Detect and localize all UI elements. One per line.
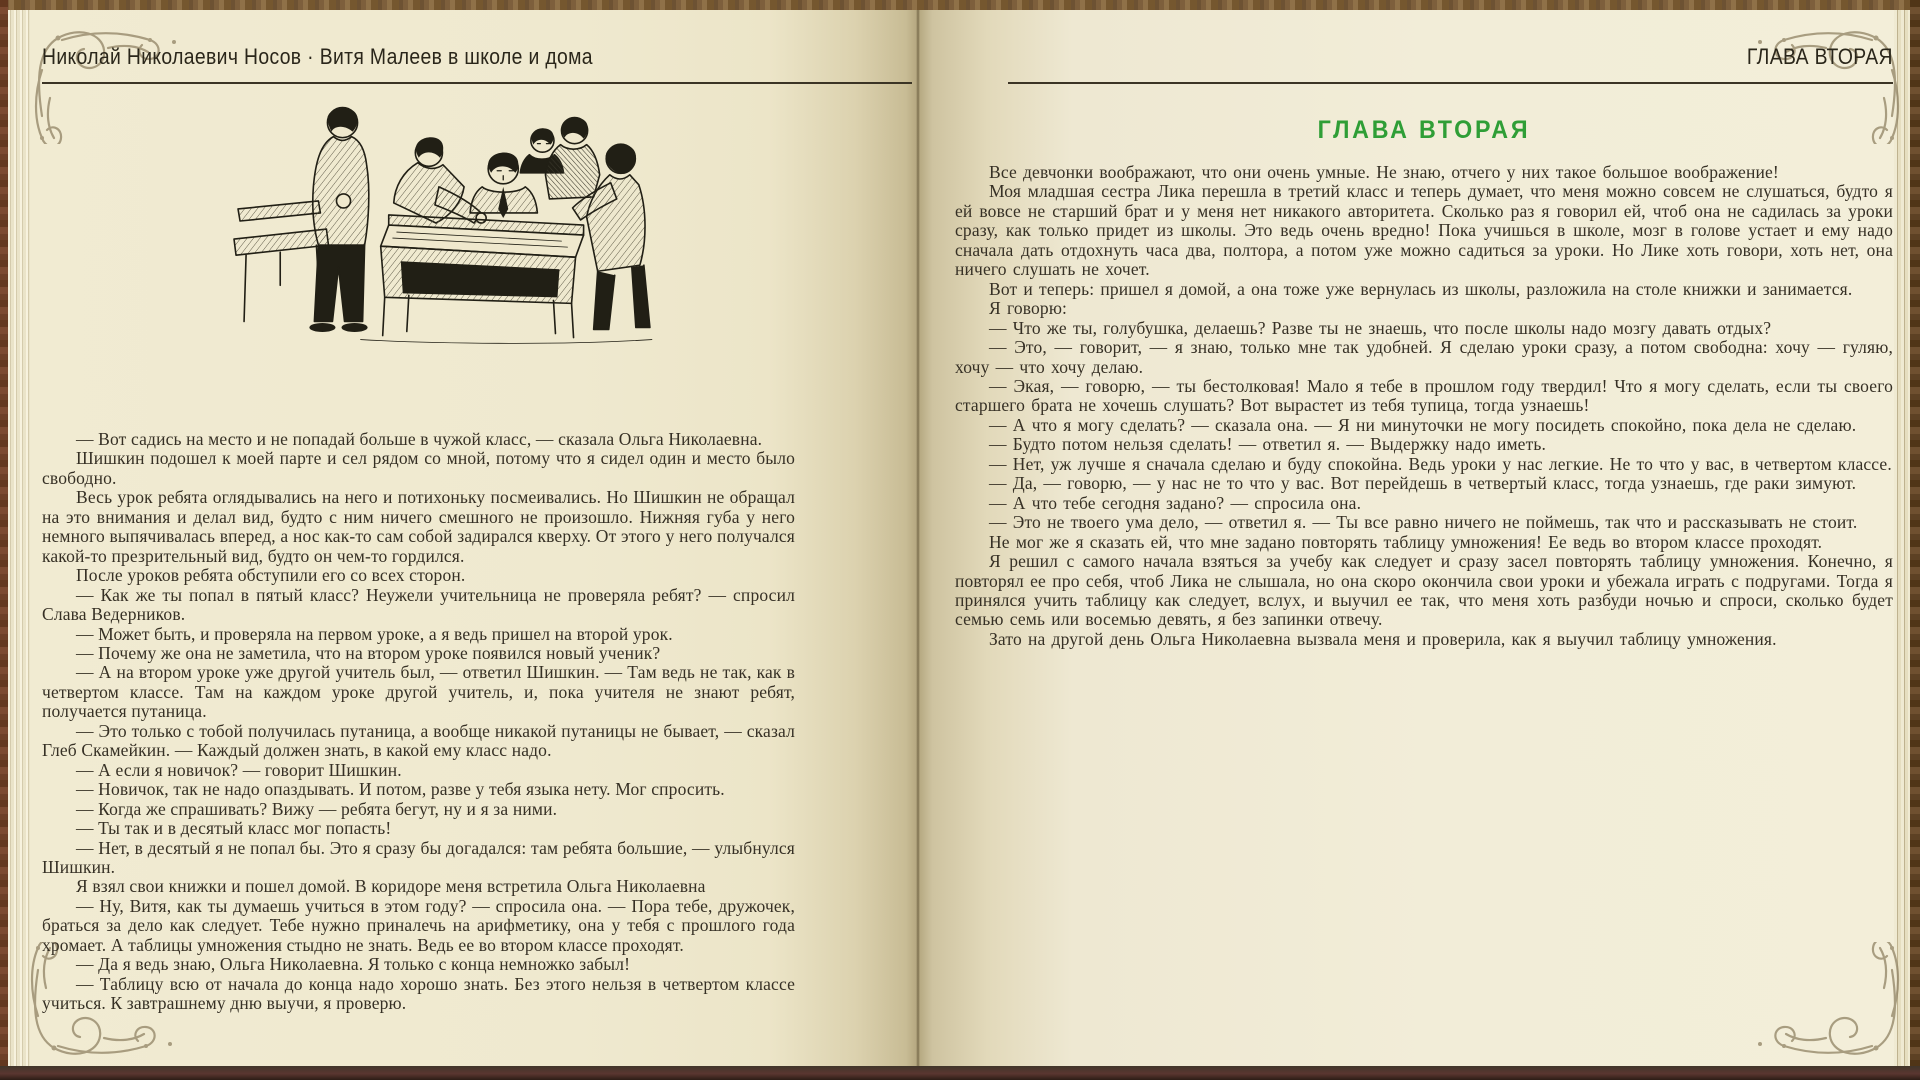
book-spread [8,10,1910,1066]
page-right-text[interactable] [955,163,1893,649]
page-left-text[interactable] [42,430,795,1014]
paragraph: Зато на другой день Ольга Николаевна вызвала меня и проверила, как я выучил таблицу умножения. [989,628,1777,649]
wood-frame-bottom [0,1066,1920,1080]
paragraph: — Будто потом нельзя сделать! — ответил я. — Выдержку надо иметь. [989,434,1547,455]
paragraph: — Может быть, и проверяла на первом уроке, а я ведь пришел на второй урок. [76,623,673,644]
header-rule-right [1008,82,1893,84]
page-stack-edges-left [8,10,30,1066]
wood-frame-right [1910,0,1920,1080]
paragraph: — Это только с тобой получилась путаница, а вообще никакой путаницы не бывает, — сказал Глеб Скамейкин. — Каждый должен знать, в какой ему класс надо. [42,720,795,761]
book-fold [916,10,920,1066]
paragraph: — Таблицу всю от начала до конца надо хорошо знать. Без этого нельзя в четвертом классе учиться. К завтрашнему дню выучи, я проверю. [42,973,795,1014]
paragraph: — Это не твоего ума дело, — ответил я. — Ты все равно ничего не поймешь, так что и рассказывать не стоит. [989,512,1858,533]
corner-flourish-icon [1756,942,1906,1060]
paragraph: Я говорю: [989,298,1068,319]
illustration-boys-at-desk [230,88,672,350]
paragraph: — Ну, Витя, как ты думаешь учиться в этом году? — спросила она. — Пора тебе, дружочек, браться за дело как следует. Тебе нужно приналечь на арифметику, она у тебя с прошлого года хромает. А таблицы умножения стыдно не знать. Ведь ее во втором классе проходят. [42,895,795,955]
paragraph: — А если я новичок? — говорит Шишкин. [76,759,402,780]
illustration-boys-at-desk-svg [230,88,672,350]
paragraph: — А на втором уроке уже другой учитель был, — ответил Шишкин. — Там ведь не так, как в четвертом классе. Там на каждом уроке другой учитель, и, пока учителя не знают ребят, получается путаница. [42,662,795,722]
paragraph: Я решил с самого начала взяться за учебу как следует и сразу засел повторять таблицу умножения. Конечно, я повторял ее про себя, чтоб Лика не слышала, но она скоро окончила свои уроки и убежала играть с подругами. Тогда я принялся учить таблицу как следует, вслух, и выучил ее так, что меня хоть разбуди ночью и спроси, сколько будет семью семь или восемью девять, я без запинки отвечу. [955,551,1893,630]
header-rule-left [42,82,912,84]
paragraph: — Да я ведь знаю, Ольга Николаевна. Я только с конца немножко забыл! [76,954,631,975]
paragraph: — Как же ты попал в пятый класс? Неужели учительница не проверяла ребят? — спросил Слава Ведерников. [42,584,795,625]
running-header-text: Николай Николаевич Носов · Витя Малеев в школе и дома [42,44,593,69]
paragraph: Весь урок ребята оглядывались на него и потихоньку посмеивались. Но Шишкин не обращал на это внимания и делал вид, будто с ним ничего смешного не произошло. Нижняя губа у него немного выпячивалась вперед, а нос как-то сам собой задирался кверху. От этого у него получался какой-то презрительный вид, будто он чем-то гордился. [42,487,795,566]
paragraph: Вот и теперь: пришел я домой, а она тоже уже вернулась из школы, разложила на столе книжки и занимается. [989,278,1853,299]
paragraph: Шишкин подошел к моей парте и сел рядом со мной, потому что я сидел один и место было свободно. [42,448,795,488]
paragraph: — Что же ты, голубушка, делаешь? Разве ты не знаешь, что после школы надо мозгу давать отдых? [989,317,1772,338]
paragraph: Моя младшая сестра Лика перешла в третий класс и теперь думает, что меня можно совсем не слушаться, будто я ей вовсе не старший брат и у меня нет никакого авторитета. Сколько раз я говорил ей, чтоб она не садилась за уроки сразу, как только придет из школы. Это ведь очень вредно! Пока учишься в школе, мозг в голове устает и ему надо сначала дать отдохнуть часа два, полтора, а потом уже можно садиться за уроки. Но Лике хоть говори, хоть нет, она ничего слушать не хочет. [955,181,1893,280]
paragraph: — Нет, уж лучше я сначала сделаю и буду спокойна. Ведь уроки у нас легкие. Не то что у вас, в четвертом классе. [989,453,1892,474]
chapter-title: ГЛАВА ВТОРАЯ [1317,116,1531,144]
paragraph: Не мог же я сказать ей, что мне задано повторять таблицу умножения! Ее ведь во втором классе проходят. [989,531,1823,552]
paragraph: — Вот садись на место и не попадай больше в чужой класс, — сказала Ольга Николаевна. [76,429,763,449]
running-header-text: ГЛАВА ВТОРАЯ [1747,44,1893,69]
paragraph: — Новичок, так не надо опаздывать. И потом, разве у тебя языка нету. Мог спросить. [76,779,725,800]
running-header-author-title [42,44,668,70]
page-stack-edges-right [1894,10,1910,1066]
paragraph: — Экая, — говорю, — ты бестолковая! Мало я тебе в прошлом году твердил! Что я могу сделать, если ты своего старшего брата не хочешь слушать? Вот вырастет из тебя тупица, тогда узнаешь! [955,375,1893,416]
paragraph: — А что тебе сегодня задано? — спросила она. [989,492,1362,513]
paragraph: Я взял свои книжки и пошел домой. В коридоре меня встретила Ольга Николаевна [76,876,706,897]
running-header-chapter [1727,44,1893,70]
paragraph: — А что я могу сделать? — сказала она. — Я ни минуточки не могу посидеть спокойно, пока дела не сделаю. [989,414,1857,435]
paragraph: — Это, — говорит, — я знаю, только мне так удобней. Я сделаю уроки сразу, а потом свободна: хочу — гуляю, хочу — что хочу делаю. [955,337,1893,377]
paragraph: — Почему же она не заметила, что на втором уроке появился новый ученик? [76,642,661,663]
paragraph: Все девчонки воображают, что они очень умные. Не знаю, отчего у них такое большое воображение! [989,162,1779,182]
paragraph: — Ты так и в десятый класс мог попасть! [76,818,392,839]
paragraph: — Когда же спрашивать? Вижу — ребята бегут, ну и я за ними. [76,798,558,819]
wood-frame-left [0,0,8,1080]
paragraph: — Да, — говорю, — у нас не то что у вас. Вот перейдешь в четвертый класс, тогда узнаешь, где раки зимуют. [989,473,1857,494]
paragraph: — Нет, в десятый я не попал бы. Это я сразу бы догадался: там ребята большие, — улыбнулся Шишкин. [42,837,795,877]
paragraph: После уроков ребята обступили его со всех сторон. [76,565,466,586]
